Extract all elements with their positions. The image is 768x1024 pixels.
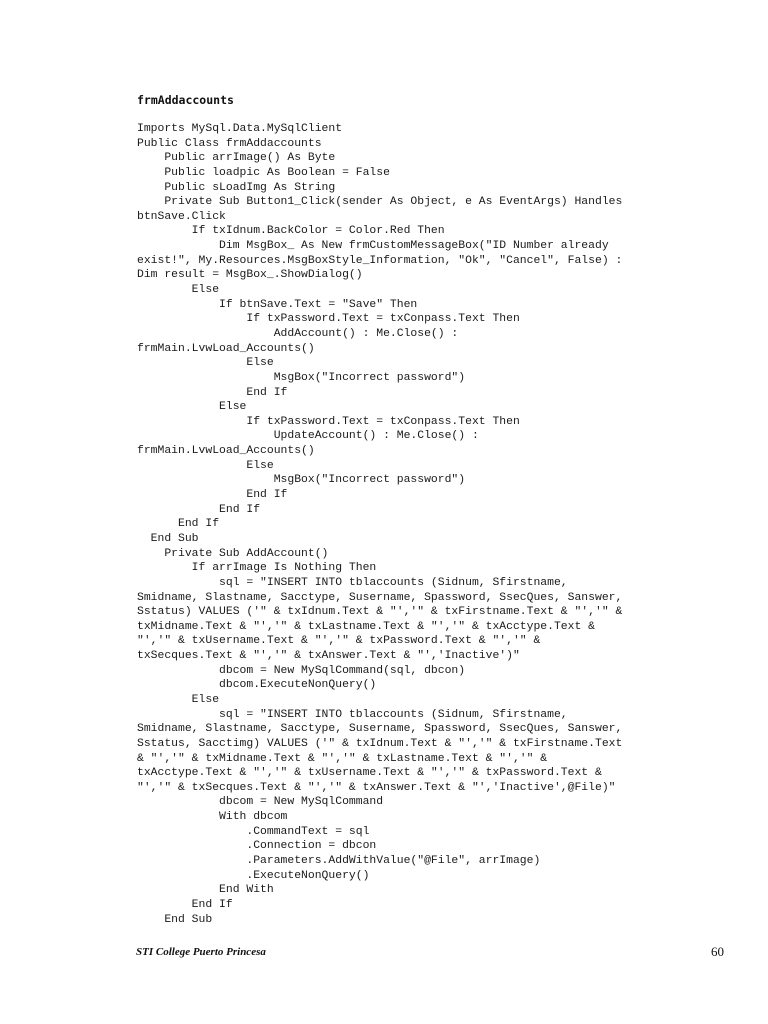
section-heading: frmAddaccounts (137, 93, 234, 107)
code-line: dbcom = New MySqlCommand(sql, dbcon) (137, 664, 466, 677)
code-line: If txIdnum.BackColor = Color.Red Then (137, 225, 445, 238)
code-line: Else (137, 284, 220, 297)
code-line: txSecques.Text & "','" & txAnswer.Text & "','Inactive')" (137, 650, 520, 663)
code-line: Public loadpic As Boolean = False (137, 166, 390, 179)
footer-institution: STI College Puerto Princesa (136, 946, 266, 958)
code-line: Public arrImage() As Byte (137, 152, 336, 165)
code-line: .ExecuteNonQuery() (137, 869, 370, 882)
code-line: End If (137, 518, 220, 531)
page-number: 60 (711, 944, 724, 959)
code-line: .CommandText = sql (137, 825, 370, 838)
code-line: txAcctype.Text & "','" & txUsername.Text & "','" & txPassword.Text & (137, 767, 602, 780)
code-line: Public sLoadImg As String (137, 181, 336, 194)
code-line: Dim MsgBox_ As New frmCustomMessageBox("ID Number already (137, 240, 609, 253)
code-line: AddAccount() : Me.Close() : (137, 327, 459, 340)
code-line: MsgBox("Incorrect password") (137, 474, 466, 487)
code-line: If arrImage Is Nothing Then (137, 562, 377, 575)
code-line: MsgBox("Incorrect password") (137, 371, 466, 384)
code-line: "','" & txSecques.Text & "','" & txAnswer.Text & "','Inactive',@File)" (137, 781, 616, 794)
code-line: Sstatus) VALUES ('" & txIdnum.Text & "','" & txFirstname.Text & "','" & (137, 606, 623, 619)
code-line: Else (137, 693, 220, 706)
code-line: If btnSave.Text = "Save" Then (137, 298, 418, 311)
code-line: dbcom.ExecuteNonQuery() (137, 679, 377, 692)
code-line: Else (137, 357, 274, 370)
code-line: .Connection = dbcon (137, 840, 377, 853)
code-line: frmMain.LvwLoad_Accounts() (137, 445, 315, 458)
code-line: Private Sub AddAccount() (137, 547, 329, 560)
code-line: Else (137, 401, 247, 414)
code-line: Dim result = MsgBox_.ShowDialog() (137, 269, 363, 282)
code-line: End Sub (137, 532, 199, 545)
code-line: With dbcom (137, 811, 288, 824)
code-line: sql = "INSERT INTO tblaccounts (Sidnum, Sfirstname, (137, 576, 568, 589)
code-line: Private Sub Button1_Click(sender As Object, e As EventArgs) Handles (137, 196, 623, 209)
code-line: If txPassword.Text = txConpass.Text Then (137, 313, 520, 326)
code-line: Public Class frmAddaccounts (137, 137, 322, 150)
code-line: .Parameters.AddWithValue("@File", arrImage) (137, 855, 541, 868)
code-line: If txPassword.Text = txConpass.Text Then (137, 415, 520, 428)
code-line: Smidname, Slastname, Sacctype, Susername, Spassword, SsecQues, Sanswer, (137, 723, 623, 736)
code-line: btnSave.Click (137, 210, 226, 223)
code-line: Else (137, 459, 274, 472)
code-line: sql = "INSERT INTO tblaccounts (Sidnum, Sfirstname, (137, 708, 568, 721)
code-line: End If (137, 489, 288, 502)
code-line: frmMain.LvwLoad_Accounts() (137, 342, 315, 355)
code-line: dbcom = New MySqlCommand (137, 796, 384, 809)
code-line: txMidname.Text & "','" & txLastname.Text & "','" & txAcctype.Text & (137, 620, 595, 633)
code-line: Smidname, Slastname, Sacctype, Susername, Spassword, SsecQues, Sanswer, (137, 591, 623, 604)
code-line: End If (137, 898, 233, 911)
code-line: exist!", My.Resources.MsgBoxStyle_Information, "Ok", "Cancel", False) : (137, 254, 623, 267)
code-line: UpdateAccount() : Me.Close() : (137, 430, 479, 443)
code-line: End If (137, 503, 261, 516)
code-line: End With (137, 884, 274, 897)
code-listing (137, 122, 697, 927)
code-line: "','" & txUsername.Text & "','" & txPassword.Text & "','" & (137, 635, 541, 648)
code-line: Sstatus, Sacctimg) VALUES ('" & txIdnum.Text & "','" & txFirstname.Text (137, 737, 623, 750)
code-line: Imports MySql.Data.MySqlClient (137, 123, 343, 135)
code-line: End Sub (137, 913, 213, 926)
code-line: End If (137, 386, 288, 399)
code-line: & "','" & txMidname.Text & "','" & txLastname.Text & "','" & (137, 752, 548, 765)
